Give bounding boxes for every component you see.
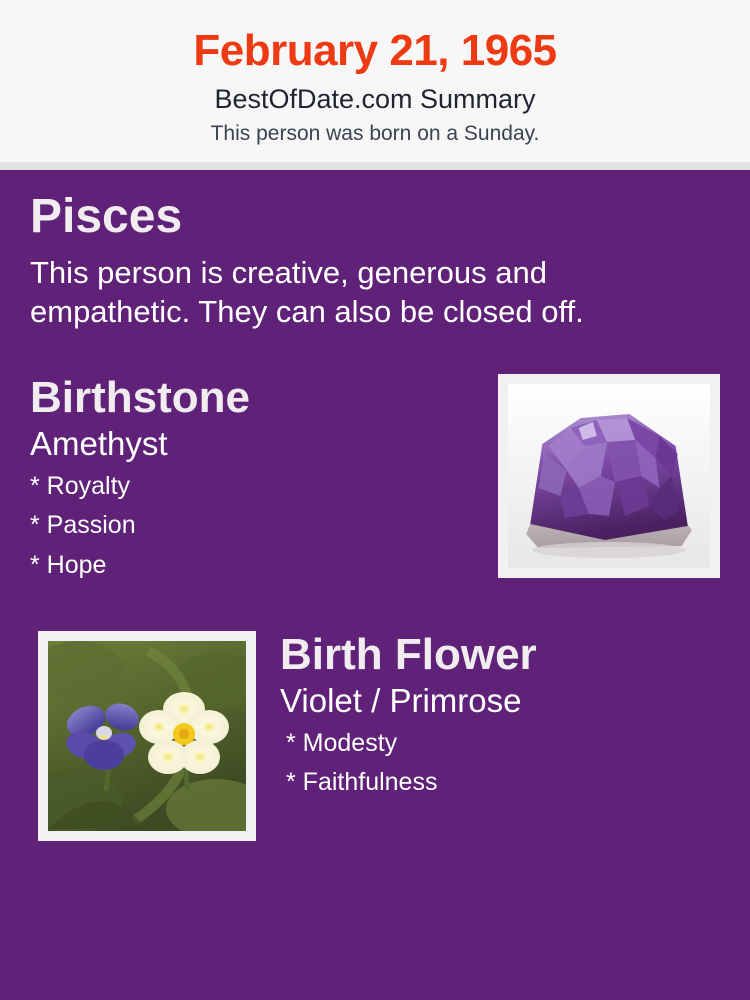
header-divider (0, 162, 750, 170)
birthstone-trait: * Hope (30, 550, 107, 579)
amethyst-crystal-image (508, 384, 710, 568)
violet-primrose-image (48, 641, 246, 831)
summary-body (0, 170, 750, 1000)
birth-day-note: This person was born on a Sunday. (210, 122, 540, 146)
birth-flower-section (30, 631, 720, 851)
page-header (0, 0, 750, 162)
zodiac-section (30, 192, 720, 332)
site-subtitle: BestOfDate.com Summary (214, 84, 536, 115)
violet-primrose-photo (38, 631, 256, 841)
birthstone-trait: * Royalty (30, 471, 131, 500)
birthstone-text (30, 374, 460, 579)
birthstone-title: Birthstone (30, 373, 250, 423)
amethyst-crystal-photo (498, 374, 720, 578)
zodiac-description: This person is creative, generous and empathetic. They can also be closed off. (30, 254, 584, 330)
birth-flower-trait: * Modesty (286, 728, 398, 757)
page-title: February 21, 1965 (193, 26, 557, 75)
birthstone-trait: * Passion (30, 511, 136, 540)
birthstone-section (30, 374, 720, 599)
birth-flower-title: Birth Flower (280, 630, 537, 680)
birth-flower-text (280, 631, 720, 796)
zodiac-sign-title: Pisces (30, 190, 183, 244)
birthstone-name: Amethyst (30, 424, 168, 462)
birth-flower-name: Violet / Primrose (280, 681, 522, 719)
birth-flower-trait: * Faithfulness (286, 768, 438, 797)
